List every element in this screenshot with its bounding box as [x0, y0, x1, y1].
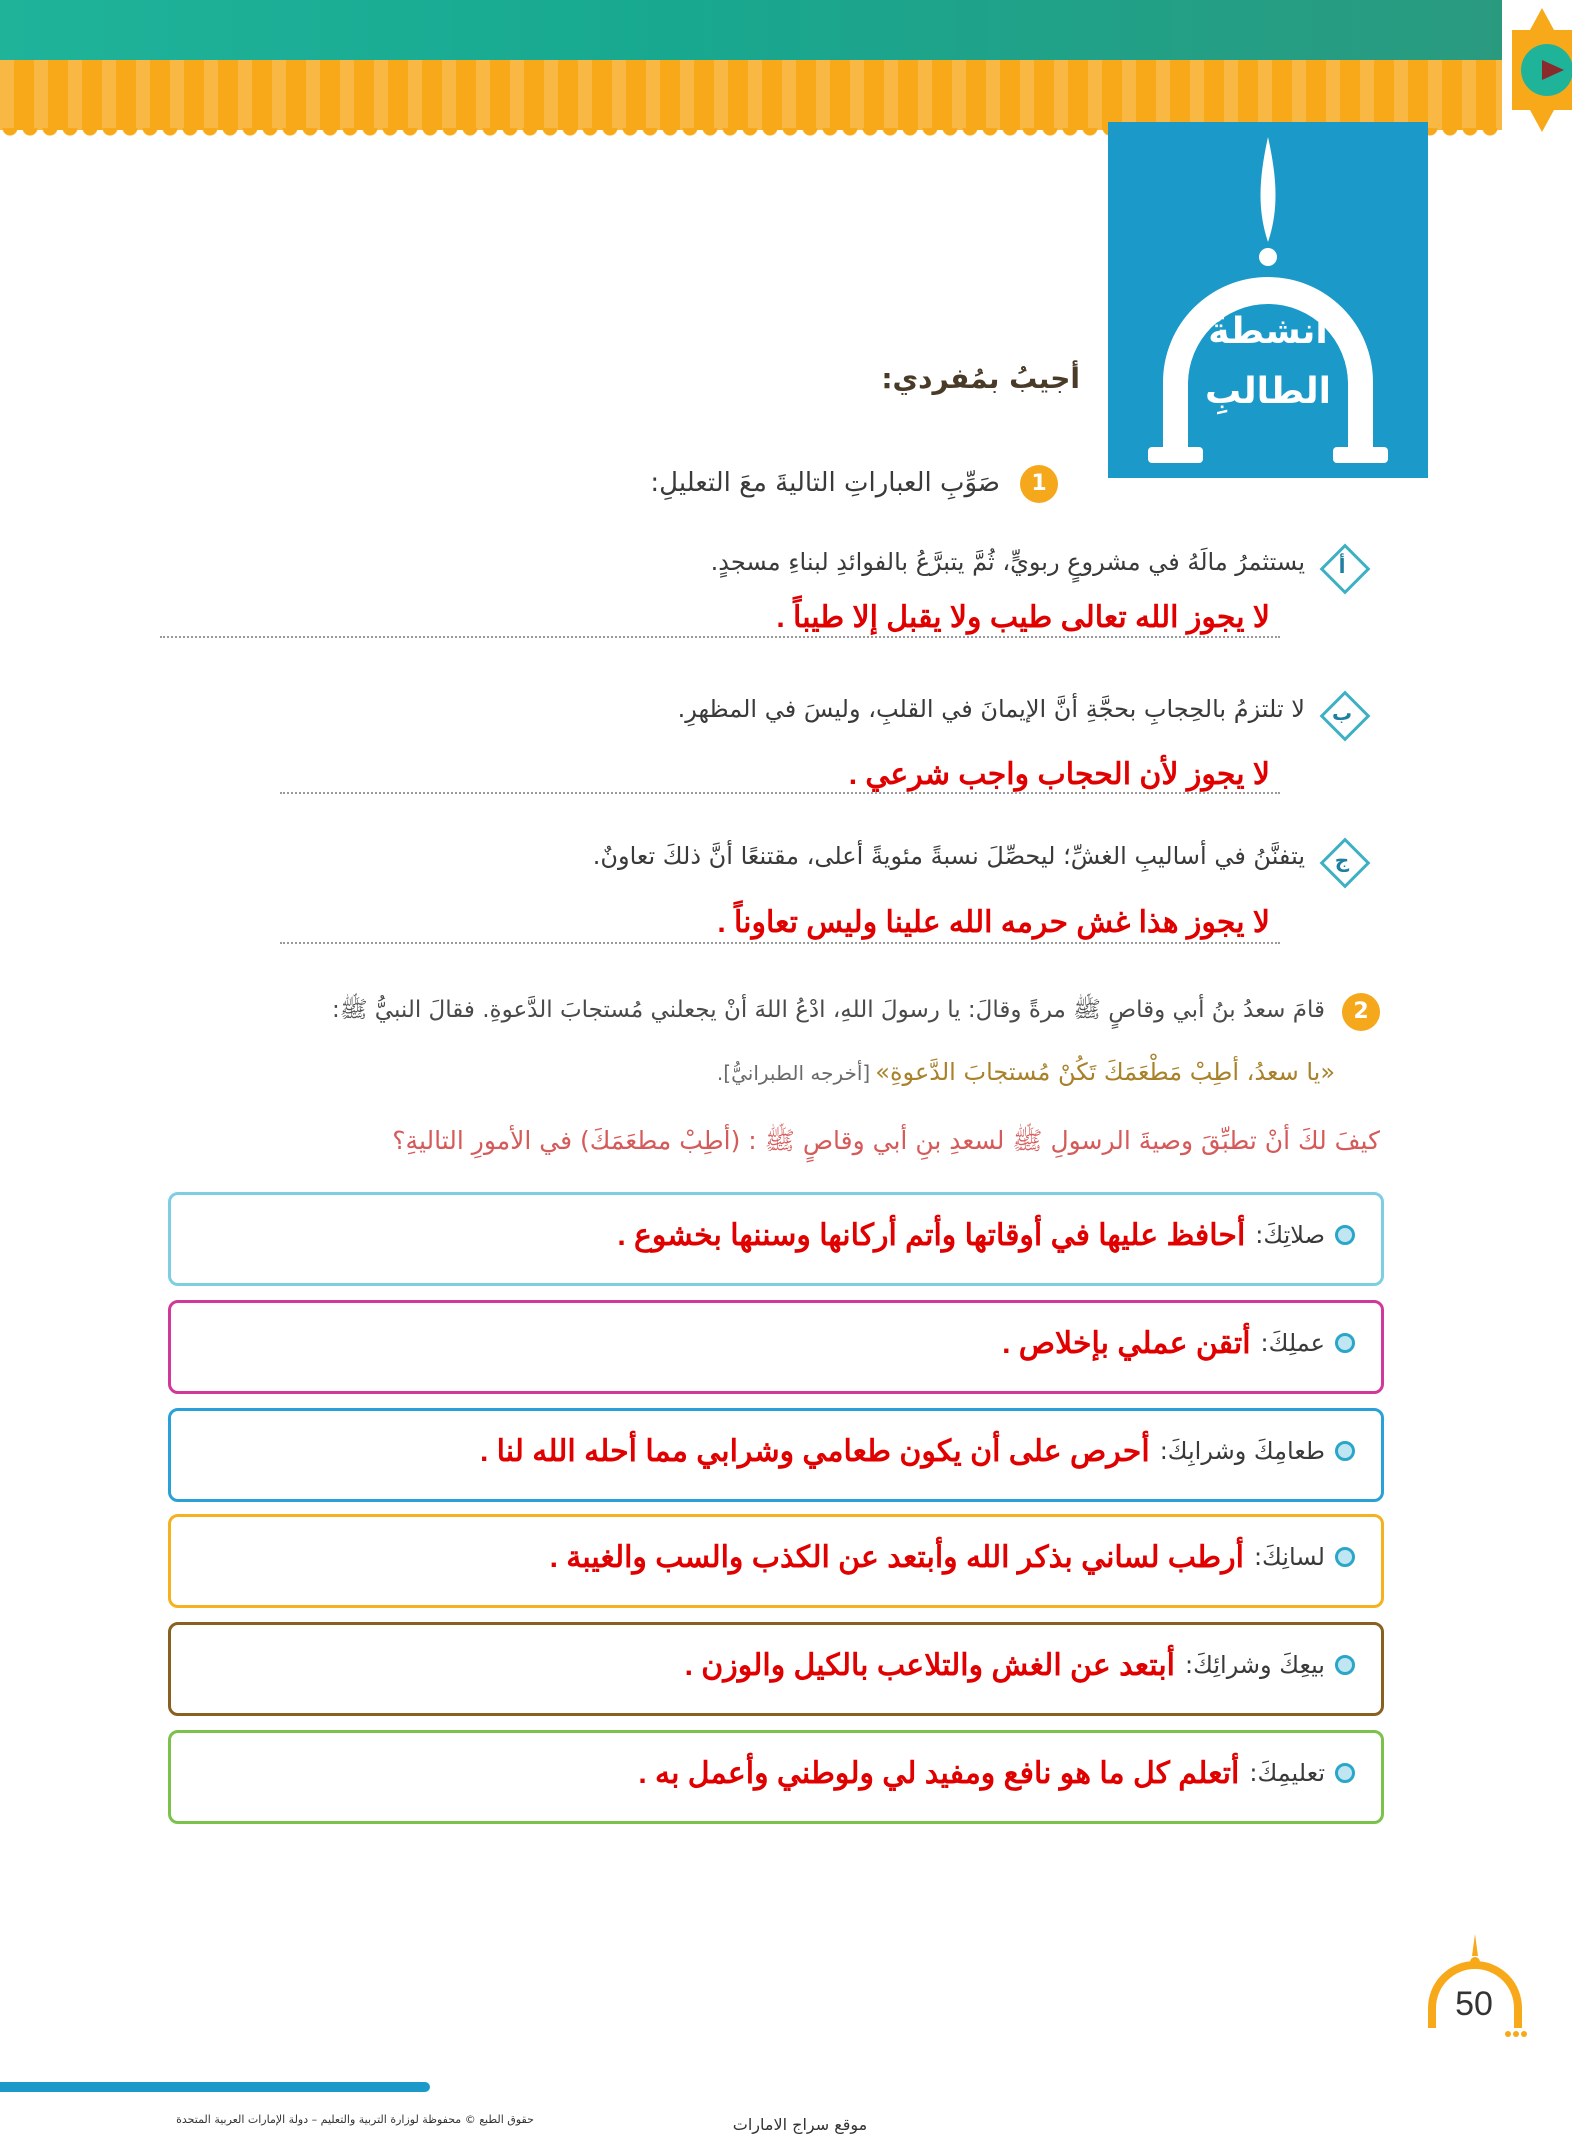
answer-line — [160, 636, 1280, 638]
row-prayer-content — [180, 1208, 1355, 1262]
row-label: صلاتِكَ: — [1255, 1221, 1325, 1249]
hadith-quote: «يا سعدُ، أطِبْ مَطْعَمَكَ تَكُنْ مُستجابَ الدَّعوةِ» — [875, 1058, 1335, 1086]
instruction-heading: أجيبُ بمُفردي: — [881, 362, 1080, 395]
answer-line — [280, 942, 1280, 944]
question-number-badge: 2 — [1342, 993, 1380, 1031]
row-answer: أرطب لساني بذكر الله وأبتعد عن الكذب والسب والغيبة . — [549, 1540, 1244, 1574]
item-answer: لا يجوز لأن الحجاب واجب شرعي . — [848, 758, 1270, 791]
bullet-icon — [1335, 1547, 1355, 1567]
row-label: طعامِكَ وشرابِكَ: — [1159, 1437, 1325, 1465]
footer-bar — [0, 2082, 430, 2092]
activity-title — [1180, 302, 1356, 422]
row-trade-content — [180, 1638, 1355, 1692]
footer-copyright: حقوق الطبع © محفوظة لوزارة التربية والتعليم – دولة الإمارات العربية المتحدة — [176, 2113, 534, 2126]
item-answer: لا يجوز الله تعالى طيب ولا يقبل إلا طيباً . — [776, 601, 1270, 634]
row-label: لسانِكَ: — [1253, 1543, 1325, 1571]
row-learning-content — [180, 1746, 1355, 1800]
activity-title-line2: الطالبِ — [1204, 371, 1332, 412]
activity-title-line1: أنشطةُ — [1208, 311, 1328, 352]
bullet-icon — [1335, 1441, 1355, 1461]
row-answer: أتقن عملي بإخلاص . — [1002, 1326, 1251, 1360]
item-statement: يستثمرُ مالَهُ في مشروعٍ ربويٍّ، ثُمَّ يتبرَّعُ بالفوائدِ لبناءِ مسجدٍ. — [710, 548, 1305, 576]
row-answer: أتعلم كل ما هو نافع ومفيد لي ولوطني وأعمل به . — [638, 1756, 1240, 1790]
application-question: كيفَ لكَ أنْ تطبِّقَ وصيةَ الرسولِ ﷺ لسعدِ بنِ أبي وقاصٍ ﷺ : (أطِبْ مطعَمَكَ) في الأمورِ التاليةِ؟ — [392, 1126, 1380, 1155]
item-letter: أ — [1338, 554, 1346, 578]
row-tongue-content — [180, 1530, 1355, 1584]
hadith-source: [أخرجه الطبرانيُّ]. — [716, 1061, 871, 1085]
item-letter: ب — [1331, 701, 1353, 725]
item-statement: لا تلتزمُ بالحِجابِ بحجَّةِ أنَّ الإيمانَ في القلبِ، وليسَ في المظهرِ. — [677, 695, 1305, 723]
bullet-icon — [1335, 1333, 1355, 1353]
header-band-green — [0, 0, 1510, 60]
row-label: عملِكَ: — [1260, 1329, 1325, 1357]
question-number-badge: 1 — [1020, 465, 1058, 503]
row-food-content — [180, 1424, 1355, 1478]
row-label: تعليمِكَ: — [1249, 1759, 1325, 1787]
bullet-icon — [1335, 1763, 1355, 1783]
item-statement: يتفنَّنُ في أساليبِ الغشِّ؛ ليحصِّلَ نسبةً مئويةً أعلى، مقتنعًا أنَّ ذلكَ تعاونٌ. — [592, 842, 1305, 870]
row-answer: أحرص على أن يكون طعامي وشرابي مما أحله الله لنا . — [479, 1434, 1150, 1468]
page-number: 50 — [1455, 1985, 1493, 2023]
answer-line — [280, 792, 1280, 794]
arch-icon — [1108, 122, 1428, 478]
item-answer: لا يجوز هذا غش حرمه الله علينا وليس تعاوناً . — [717, 906, 1270, 939]
footer-site: موقع سراج الامارات — [732, 2115, 868, 2134]
question-prompt: صَوِّبِ العباراتِ التاليةَ معَ التعليلِ: — [650, 468, 1000, 498]
row-label: بيعِكَ وشرائِكَ: — [1185, 1651, 1325, 1679]
row-work-content — [180, 1316, 1355, 1370]
bullet-icon — [1335, 1655, 1355, 1675]
row-answer: أحافظ عليها في أوقاتها وأتم أركانها وسننها بخشوع . — [617, 1218, 1246, 1252]
ornament-star-icon — [1502, 0, 1572, 140]
hadith-intro: قامَ سعدُ بنُ أبي وقاصٍ ﷺ مرةً وقالَ: يا رسولَ اللهِ، ادْعُ اللهَ أنْ يجعلني مُستجابَ الدَّعوةِ. فقالَ النبيُّ ﷺ: — [331, 997, 1325, 1023]
item-letter: ج — [1334, 848, 1350, 872]
bullet-icon — [1335, 1225, 1355, 1245]
hadith-quote-line — [500, 1058, 1335, 1086]
row-answer: أبتعد عن الغش والتلاعب بالكيل والوزن . — [684, 1648, 1176, 1682]
header-band-pattern — [0, 60, 1510, 130]
